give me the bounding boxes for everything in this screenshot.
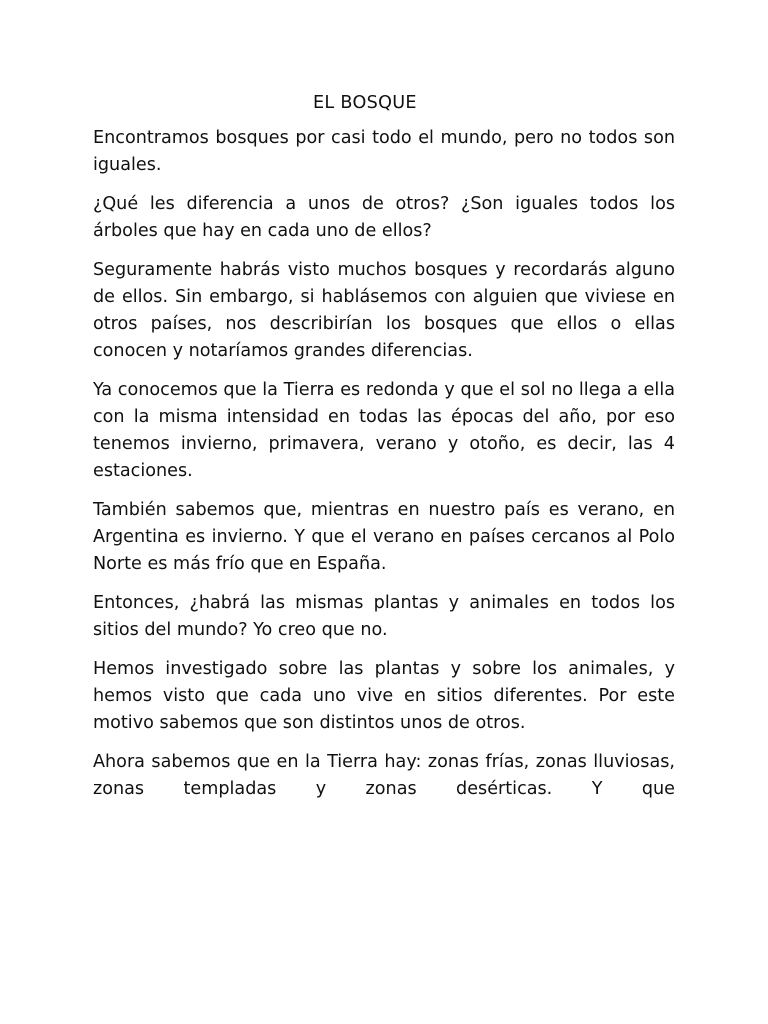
document-title: EL BOSQUE xyxy=(313,93,417,113)
paragraph: Entonces, ¿habrá las mismas plantas y animales en todos los sitios del mundo? Yo creo que no. xyxy=(93,593,675,640)
paragraph: Hemos investigado sobre las plantas y sobre los animales, y hemos visto que cada uno vive en sitios diferentes. Por este motivo sabemos que son distintos unos de otros. xyxy=(93,659,675,733)
paragraph: También sabemos que, mientras en nuestro país es verano, en Argentina es invierno. Y que el verano en países cercanos al Polo Norte es más frío que en España. xyxy=(93,500,675,574)
document-body xyxy=(93,90,675,815)
paragraph: Seguramente habrás visto muchos bosques y recordarás alguno de ellos. Sin embargo, si hablásemos con alguien que viviese en otros países, nos describirían los bosques que ellos o ellas conocen y notaríamos grandes diferencias. xyxy=(93,260,675,361)
paragraph: Ahora sabemos que en la Tierra hay: zonas frías, zonas lluviosas, zonas templadas y zonas desérticas. Y que xyxy=(93,752,675,799)
paragraph: Encontramos bosques por casi todo el mundo, pero no todos son iguales. xyxy=(93,128,675,175)
paragraph: Ya conocemos que la Tierra es redonda y que el sol no llega a ella con la misma intensidad en todas las épocas del año, por eso tenemos invierno, primavera, verano y otoño, es decir, las 4 estaciones. xyxy=(93,380,675,481)
paragraph: ¿Qué les diferencia a unos de otros? ¿Son iguales todos los árboles que hay en cada uno de ellos? xyxy=(93,194,675,241)
